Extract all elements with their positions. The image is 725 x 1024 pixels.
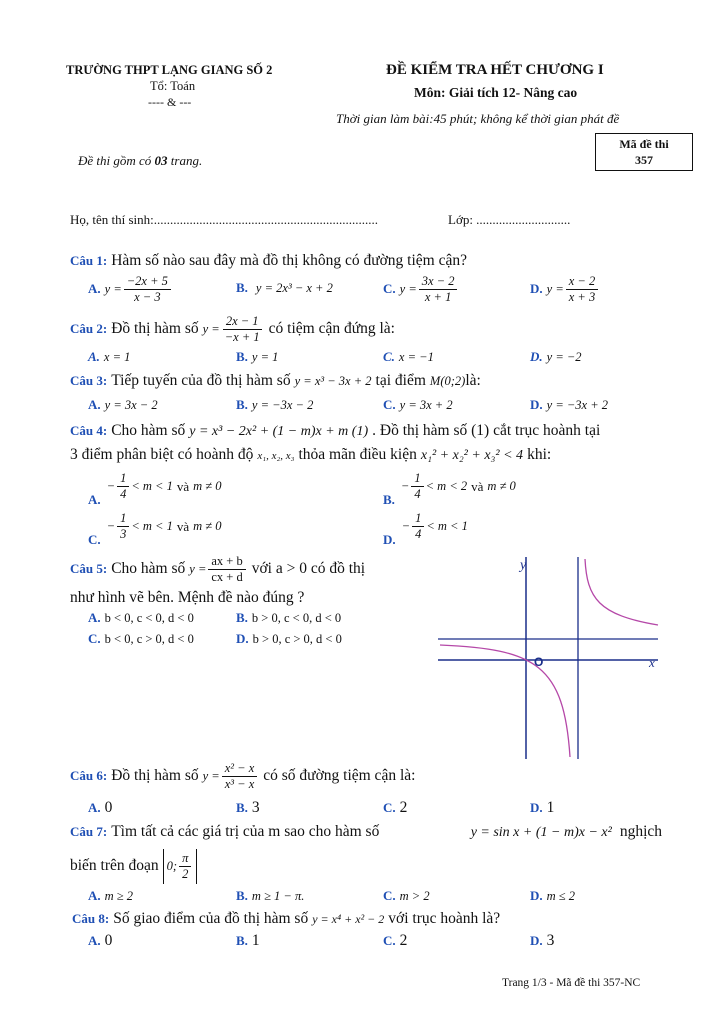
curve-branch-right (585, 559, 658, 625)
curve-branch-left (440, 645, 570, 757)
question-5-line-2: như hình vẽ bên. Mệnh đề nào đúng ? (70, 589, 305, 606)
subject: Môn: Giải tích 12- Nâng cao (414, 85, 578, 100)
question-label: Câu 1: (70, 253, 108, 268)
question-7: Câu 7: Tìm tất cả các giá trị của m sao cho hàm số y = sin x + (1 − m)x − x² nghịch (70, 823, 662, 840)
pages-count: 03 (154, 153, 168, 168)
option-a[interactable]: A. m ≥ 2 (88, 888, 134, 903)
exam-code-value: 357 (635, 153, 653, 167)
option-b[interactable]: B. m ≥ 1 − π. (236, 888, 305, 903)
option-b[interactable]: B. y = 1 (236, 349, 279, 364)
option-b[interactable]: B. y = −3x − 2 (236, 397, 314, 412)
option-b[interactable]: B. 3 (236, 799, 260, 816)
school-name: TRƯỜNG THPT LẠNG GIANG SỐ 2 (66, 63, 273, 77)
option-c[interactable]: C. y = $\frac{3x - 2}{x + 1}$ (383, 269, 459, 309)
option-c[interactable]: C. x = −1 (383, 349, 434, 364)
option-a[interactable]: A. y = $\frac{-2x + 5}{x - 3}$ (88, 269, 173, 309)
question-3: Câu 3: Tiếp tuyến của đồ thị hàm số y = x³ − 3x + 2 tại điểm M(0;2)là: (70, 372, 481, 389)
question-5: Câu 5: Cho hàm số y = $\frac{ax + b}{cx + d}$ với a > 0 có đồ thị (70, 553, 366, 584)
hyperbola-graph (436, 553, 661, 763)
class-field[interactable]: Lớp: ............................. (448, 212, 571, 227)
option-a[interactable]: A. 0 (88, 932, 113, 949)
y-axis-label: y (520, 558, 527, 573)
exam-title: ĐỀ KIỂM TRA HẾT CHƯƠNG I (386, 62, 604, 78)
option-c[interactable]: C. b < 0, c > 0, d < 0 (88, 631, 194, 646)
option-c[interactable]: C. − $\frac{1}{3}$ < m < 1 và m ≠ 0 (88, 511, 222, 547)
question-4-line-2: 3 điểm phân biệt có hoành độ x₁, x₂, x₃ thỏa mãn điều kiện x₁² + x₂² + x₃² < 4 khi: (70, 446, 552, 463)
option-b[interactable]: B. − $\frac{1}{4}$ < m < 2 và m ≠ 0 (383, 471, 516, 507)
exam-code-box (595, 133, 693, 171)
time-note: Thời gian làm bài:45 phút; không kể thời gian phát đề (336, 111, 620, 126)
option-d[interactable]: D. m ≤ 2 (530, 888, 576, 903)
option-c[interactable]: C. 2 (383, 932, 408, 949)
origin-label: O (534, 655, 544, 669)
interval: 0; $\frac{\pi}{2}$ (163, 849, 198, 884)
page-footer: Trang 1/3 - Mã đề thi 357-NC (502, 977, 641, 989)
student-name-field[interactable]: Họ, tên thí sinh:..................................................................... (70, 212, 379, 227)
question-7-line-2: biến trên đoạn 0; $\frac{\pi}{2}$ (70, 846, 197, 886)
x-axis-label: x (649, 655, 655, 670)
option-a[interactable]: A. x = 1 (88, 349, 131, 364)
option-c[interactable]: C. y = 3x + 2 (383, 397, 453, 412)
question-2: Câu 2: Đồ thị hàm số y = $\frac{2x - 1}{-x + 1}$ có tiệm cận đứng là: (70, 313, 395, 344)
option-c[interactable]: C. m > 2 (383, 888, 430, 903)
exam-code-label: Mã đề thi (619, 137, 669, 151)
header-separator: ---- & --- (148, 95, 192, 109)
question-4: Câu 4: Cho hàm số y = x³ − 2x² + (1 − m)x + m (1) . Đồ thị hàm số (1) cắt trục hoành tại (70, 422, 601, 439)
department: Tổ: Toán (150, 79, 196, 93)
pages-note: Đề thi gồm có 03 trang. (78, 153, 203, 168)
option-d[interactable]: D. y = −2 (530, 349, 582, 364)
option-d[interactable]: D. y = $\frac{x - 2}{x + 3}$ (530, 269, 600, 309)
option-c[interactable]: C. 2 (383, 799, 408, 816)
option-b[interactable]: B. b > 0, c < 0, d < 0 (236, 610, 342, 625)
option-d[interactable]: D. y = −3x + 2 (530, 397, 609, 412)
option-b[interactable]: B. 1 (236, 932, 260, 949)
option-a[interactable]: A. − $\frac{1}{4}$ < m < 1 và m ≠ 0 (88, 471, 222, 507)
option-b[interactable]: B. y = 2x³ − x + 2 (236, 280, 333, 295)
question-1 (70, 252, 467, 270)
option-d[interactable]: D. − $\frac{1}{4}$ < m < 1 (383, 511, 468, 547)
option-d[interactable]: D. b > 0, c > 0, d < 0 (236, 631, 342, 646)
question-text: Hàm số nào sau đây mà đồ thị không có đường tiệm cận? (111, 252, 467, 269)
option-a[interactable]: A. b < 0, c < 0, d < 0 (88, 610, 194, 625)
option-d[interactable]: D. 3 (530, 932, 555, 949)
question-6: Câu 6: Đồ thị hàm số y = $\frac{\text{x² − x}}{\text{x³ − x}}$ có số đường tiệm cận là: (70, 760, 416, 791)
option-a[interactable]: A. 0 (88, 799, 113, 816)
option-d[interactable]: D. 1 (530, 799, 555, 816)
option-a[interactable]: A. y = 3x − 2 (88, 397, 158, 412)
question-8: Câu 8: Số giao điểm của đồ thị hàm số y = x⁴ + x² − 2 với trục hoành là? (72, 910, 501, 927)
